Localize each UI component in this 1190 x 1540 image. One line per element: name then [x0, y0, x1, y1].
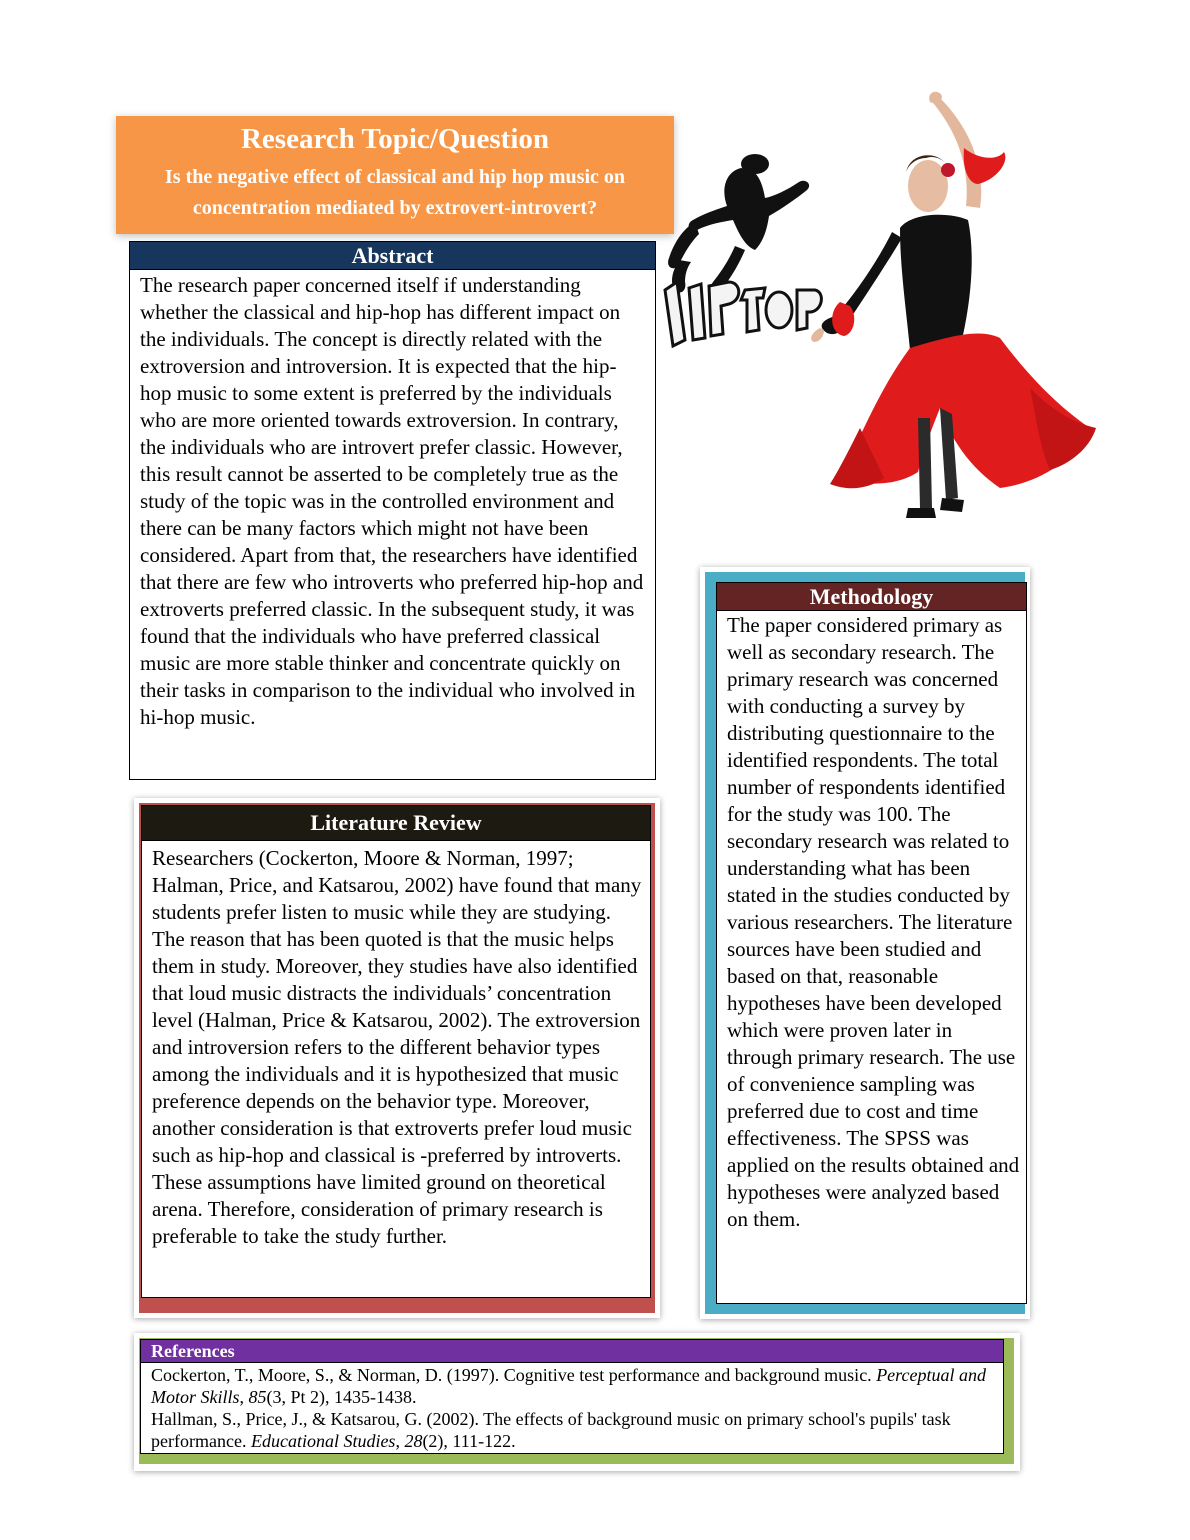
references-heading: References [141, 1340, 1003, 1363]
reference-journal: Educational Studies [250, 1431, 396, 1451]
methodology-body: The paper considered primary as well as secondary research. The primary research was concerned with conducting a survey by distributing questionnaire to the identified respondents. The total number of respondents identified for the study was 100. The secondary research was related to understanding what has been stated in the studies conducted by various researchers. The literature sources have been studied and based on that, reasonable hypotheses have been developed which were proven later in through primary research. The use of convenience sampling was preferred due to cost and time effectiveness. The SPSS was applied on the results obtained and hypotheses were analyzed based on them. [727, 613, 1020, 1231]
reference-item [151, 1364, 997, 1408]
reference-journal: Perceptual and Motor Skills [151, 1365, 986, 1407]
methodology-heading: Methodology [717, 583, 1026, 611]
reference-volume: 28 [404, 1431, 423, 1451]
reference-separator: , [239, 1387, 249, 1407]
references-section [140, 1339, 1004, 1454]
literature-review-card [134, 798, 660, 1318]
methodology-frame [705, 572, 1025, 1314]
literature-review-frame [139, 803, 655, 1313]
methodology-card [700, 567, 1030, 1319]
methodology-section [716, 582, 1027, 1304]
literature-review-body: Researchers (Cockerton, Moore & Norman, 1997; Halman, Price, and Katsarou, 2002) have found that many students prefer listen to music while they are studying. The reason that has been quoted is that the music helps them in study. Moreover, they studies have also identified that loud music distracts the individuals’ concentration level (Halman, Price & Katsarou, 2002). The extroversion and introversion refers to the different behavior types among the individuals and it is hypothesized that music preference depends on the behavior type. Moreover, another consideration is that extroverts prefer loud music such as hip-hop and classical is -preferred by introverts. These assumptions have limited ground on theoretical arena. Therefore, consideration of primary research is preferable to take the study further. [152, 846, 642, 1248]
references-frame [139, 1338, 1014, 1464]
reference-item [151, 1408, 997, 1452]
reference-authors: Hallman, S., Price, J., & Katsarou, G. (2002). The effects of background music on primary school's pupils' task performance. [151, 1409, 951, 1451]
hiphop-logo-text: HIP-HOP [740, 348, 744, 349]
research-topic-heading: Research Topic/Question [240, 123, 550, 155]
literature-review-section [141, 805, 651, 1298]
abstract-section [129, 241, 656, 780]
abstract-body: The research paper concerned itself if understanding whether the classical and hip-hop has different impact on the individuals. The concept is directly related with the extroversion and introversion. It is expected that the hip-hop music to some extent is preferred by the individuals who are more oriented towards extroversion. In contrary, the individuals who are introvert prefer classic. However, this result cannot be asserted to be completely true as the study of the topic was in the controlled environment and there can be many factors which might not have been considered. Apart from that, the researchers have identified that there are few who introverts who preferred hip-hop and extroverts preferred classic. In the subsequent study, it was found that the individuals who have preferred classical music are more stable thinker and concentrate quickly on their tasks in comparison to the individual who involved in hi-hop music. [140, 273, 644, 729]
reference-pages: (2), 111-122. [422, 1431, 516, 1451]
research-topic-box [116, 116, 674, 234]
flamenco-dancer-image [800, 88, 1100, 533]
reference-separator: , [395, 1431, 405, 1451]
research-question: Is the negative effect of classical and hip hop music on concentration mediated by extrovert-introvert? [165, 166, 625, 219]
reference-authors: Cockerton, T., Moore, S., & Norman, D. (1997). Cognitive test performance and background music. [151, 1365, 877, 1385]
reference-pages: (3, Pt 2), 1435-1438. [266, 1387, 417, 1407]
references-card [134, 1333, 1020, 1471]
abstract-heading: Abstract [130, 242, 655, 270]
literature-review-heading: Literature Review [142, 806, 650, 841]
reference-volume: 85 [248, 1387, 267, 1407]
references-list [141, 1363, 1003, 1452]
